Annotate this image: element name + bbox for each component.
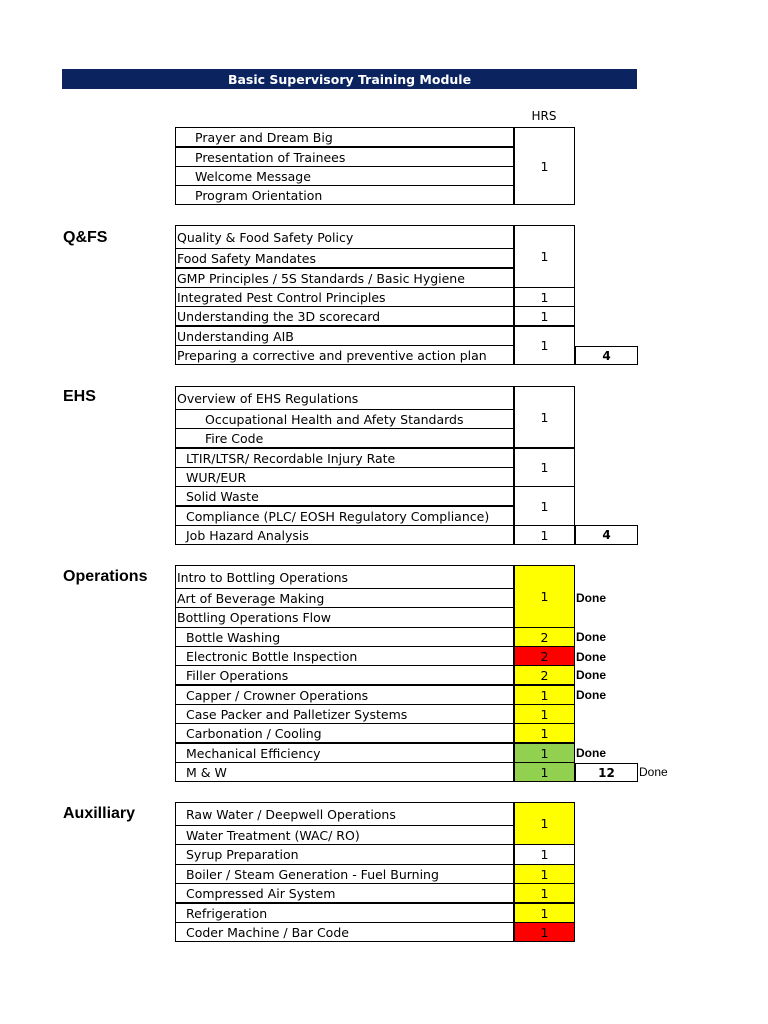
hrs-cell: 1 [514,685,575,705]
item-row: Program Orientation [175,185,514,205]
hrs-cell: 1 [514,723,575,743]
item-row: Carbonation / Cooling [175,723,514,743]
hrs-cell: 1 [514,922,575,942]
item-row: Art of Beverage Making [175,588,514,608]
hrs-cell: 2 [514,646,575,666]
hrs-cell: 2 [514,627,575,647]
status-done: Done [576,591,606,605]
section-label-ehs: EHS [63,388,96,405]
item-row: Welcome Message [175,166,514,186]
item-row: Occupational Health and Afety Standards [175,409,514,429]
hrs-cell: 1 [514,525,575,545]
item-row: Food Safety Mandates [175,248,514,268]
hrs-cell: 1 [514,883,575,903]
item-row: Intro to Bottling Operations [175,565,514,589]
status-done: Done [576,746,606,760]
item-row: Bottle Washing [175,627,514,647]
item-row: Understanding the 3D scorecard [175,306,514,326]
hrs-cell: 1 [514,386,575,448]
item-row: GMP Principles / 5S Standards / Basic Hygiene [175,268,514,288]
item-row: Compressed Air System [175,883,514,903]
item-row: Capper / Crowner Operations [175,685,514,705]
item-row: Preparing a corrective and preventive action plan [175,345,514,365]
item-row: Boiler / Steam Generation - Fuel Burning [175,864,514,884]
item-row: Presentation of Trainees [175,147,514,167]
page-title: Basic Supervisory Training Module [62,69,637,89]
section-total: 4 [575,525,638,545]
status-done: Done [576,668,606,682]
item-row: WUR/EUR [175,467,514,487]
item-row: Refrigeration [175,903,514,923]
hrs-cell: 2 [514,665,575,685]
item-row: Bottling Operations Flow [175,607,514,628]
hrs-column-header: HRS [531,109,557,123]
item-row: Fire Code [175,428,514,448]
hrs-cell: 1 [514,448,575,487]
item-row: Overview of EHS Regulations [175,386,514,410]
item-row: Integrated Pest Control Principles [175,287,514,307]
hrs-cell: 1 [514,127,575,205]
section-label-qfs: Q&FS [63,229,108,246]
item-row: Compliance (PLC/ EOSH Regulatory Compliance) [175,506,514,526]
item-row: Raw Water / Deepwell Operations [175,802,514,826]
status-done: Done [576,650,606,664]
item-row: Mechanical Efficiency [175,743,514,763]
hrs-cell: 1 [514,903,575,923]
item-row: Water Treatment (WAC/ RO) [175,825,514,845]
hrs-cell: 1 [514,565,575,628]
hrs-cell: 1 [514,864,575,884]
status-done: Done [576,630,606,644]
hrs-cell: 1 [514,762,575,782]
hrs-cell: 1 [514,306,575,326]
item-row: M & W [175,762,514,782]
section-total: 4 [575,346,638,365]
status-done: Done [576,688,606,702]
section-label-operations: Operations [63,568,148,585]
item-row: Job Hazard Analysis [175,525,514,545]
item-row: Electronic Bottle Inspection [175,646,514,666]
item-row: Understanding AIB [175,326,514,346]
item-row: Coder Machine / Bar Code [175,922,514,942]
item-row: LTIR/LTSR/ Recordable Injury Rate [175,448,514,468]
item-row: Filler Operations [175,665,514,685]
hrs-cell: 1 [514,802,575,845]
hrs-cell: 1 [514,225,575,288]
hrs-cell: 1 [514,287,575,307]
hrs-cell: 1 [514,743,575,763]
hrs-cell: 1 [514,704,575,724]
status-done: Done [639,765,668,779]
section-total: 12 [575,763,638,782]
item-row: Quality & Food Safety Policy [175,225,514,249]
hrs-cell: 1 [514,326,575,365]
hrs-cell: 1 [514,486,575,526]
item-row: Syrup Preparation [175,844,514,865]
item-row: Case Packer and Palletizer Systems [175,704,514,724]
item-row: Solid Waste [175,486,514,506]
hrs-cell: 1 [514,844,575,865]
item-row: Prayer and Dream Big [175,127,514,147]
section-label-auxilliary: Auxilliary [63,805,136,822]
